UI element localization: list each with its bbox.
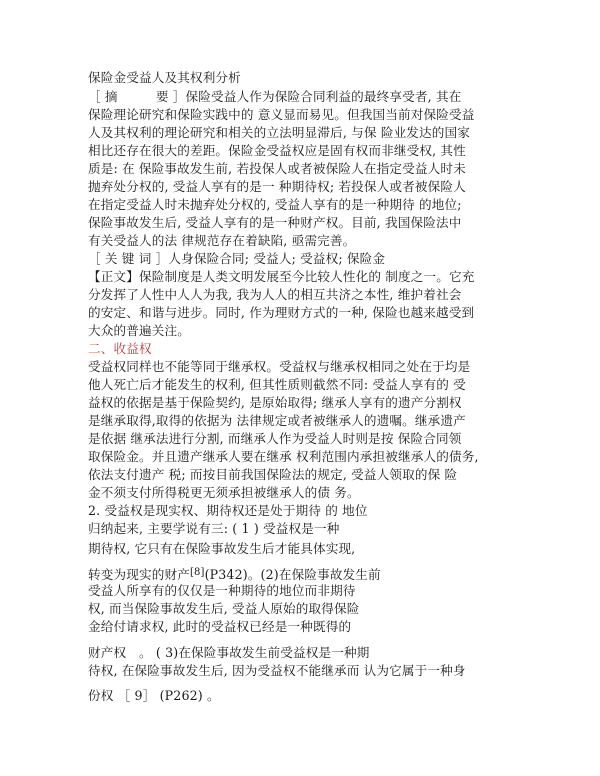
abstract-line: 保险理论研究和保险实践中的 意义显而易见。但我国当前对保险受益 [88, 107, 475, 122]
keywords-line: ［ 关 键 词 ］人身保险合同; 受益人; 受益权; 保险金 [88, 251, 386, 266]
body-line: 受益权同样也不能等同于继承权。受益权与继承权相同之处在于均是 [88, 359, 471, 374]
abstract-line: 质是: 在 保险事故发生前, 若投保人或者被保险人在指定受益人时未 [88, 161, 466, 176]
abstract-line: 相比还存在很大的差距。保险金受益权应是固有权而非继受权, 其性 [88, 143, 466, 158]
abstract-line: 抛弃处分权的, 受益人享有的是一 种期待权; 若投保人或者被保险人 [88, 179, 466, 194]
abstract-line: ［ 摘 要 ］保险受益人作为保险合同利益的最终享受者, 其在 [88, 89, 462, 104]
body-line: 受益人所享有的仅仅是一种期待的地位而非期待 [88, 583, 356, 598]
abstract-line: 有关受益人的法 律规范存在着缺陷, 亟需完善。 [88, 233, 356, 248]
body-line: 益权的依据是基于保险契约, 是原始取得; 继承人享有的遗产分割权 [88, 395, 462, 410]
body-line: 权, 而当保险事故发生后, 受益人原始的取得保险 [88, 601, 360, 616]
document-title: 保险金受益人及其权利分析 [88, 70, 241, 85]
citation-marker: ［ 9］ (P262) 。 [117, 688, 220, 703]
abstract-line: 人及其权利的理论研究和相关的立法明显滞后, 与保 险业发达的国家 [88, 125, 471, 140]
body-line: 的安定、和谐与进步。同时, 作为理财方式的一种, 保险也越来越受到 [88, 305, 475, 320]
section-heading: 二、收益权 [88, 341, 152, 356]
body-line: 财产权 。 ( 3)在保险事故发生前受益权是一种期 [88, 645, 370, 660]
body-line: 大众的普遍关注。 [88, 323, 190, 338]
body-line: 是依据 继承法进行分割, 而继承人作为受益人时则是按 保险合同领 [88, 431, 462, 446]
body-line: 期待权, 它只有在保险事故发生后才能具体实现, [88, 541, 356, 556]
body-line: 金不须支付所得税更无须承担被继承人的债 务。 [88, 485, 360, 500]
abstract-line: 保险事故发生后, 受益人享有的是一种财产权。目前, 我国保险法中 [88, 215, 462, 230]
body-line: 2. 受益权是现实权、期待权还是处于期待 的 地位 [88, 503, 368, 518]
body-line-with-citation [88, 565, 381, 583]
body-line: 金给付请求权, 此时的受益权已经是一种既得的 [88, 619, 352, 634]
body-line: 分发挥了人性中人人为我, 我为人人的相互共济之本性, 维护着社会 [88, 287, 462, 302]
body-text: 份权 [88, 688, 114, 703]
body-line: 待权, 在保险事故发生后, 因为受益权不能继承而 认为它属于一种身 [88, 663, 466, 678]
body-line: 他人死亡后才能发生的权利, 但其性质则截然不同: 受益人享有的 受 [88, 377, 466, 392]
body-text: 转变为现实的财产 [88, 567, 190, 582]
abstract-line: 在指定受益人时未抛弃处分权的, 受益人享有的是一种期待 的地位; [88, 197, 462, 212]
body-line: 【正文】保险制度是人类文明发展至今比较人性化的 制度之一。它充 [88, 269, 475, 284]
body-text: (P342)。(2)在保险事故发生前 [204, 567, 381, 582]
body-line: 依法支付遗产 税; 而按目前我国保险法的规定, 受益人领取的保 险 [88, 467, 458, 482]
body-line: 归纳起来, 主要学说有三: ( 1 ) 受益权是一种 [88, 521, 340, 536]
body-line: 取保险金。并且遗产继承人要在继承 权利范围内承担被继承人的债务, [88, 449, 479, 464]
body-line-with-citation [88, 688, 220, 704]
body-line: 是继承取得,取得的依据为 法律规定或者被继承人的遗嘱。继承遗产 [88, 413, 466, 428]
citation-marker: [8] [189, 567, 205, 578]
